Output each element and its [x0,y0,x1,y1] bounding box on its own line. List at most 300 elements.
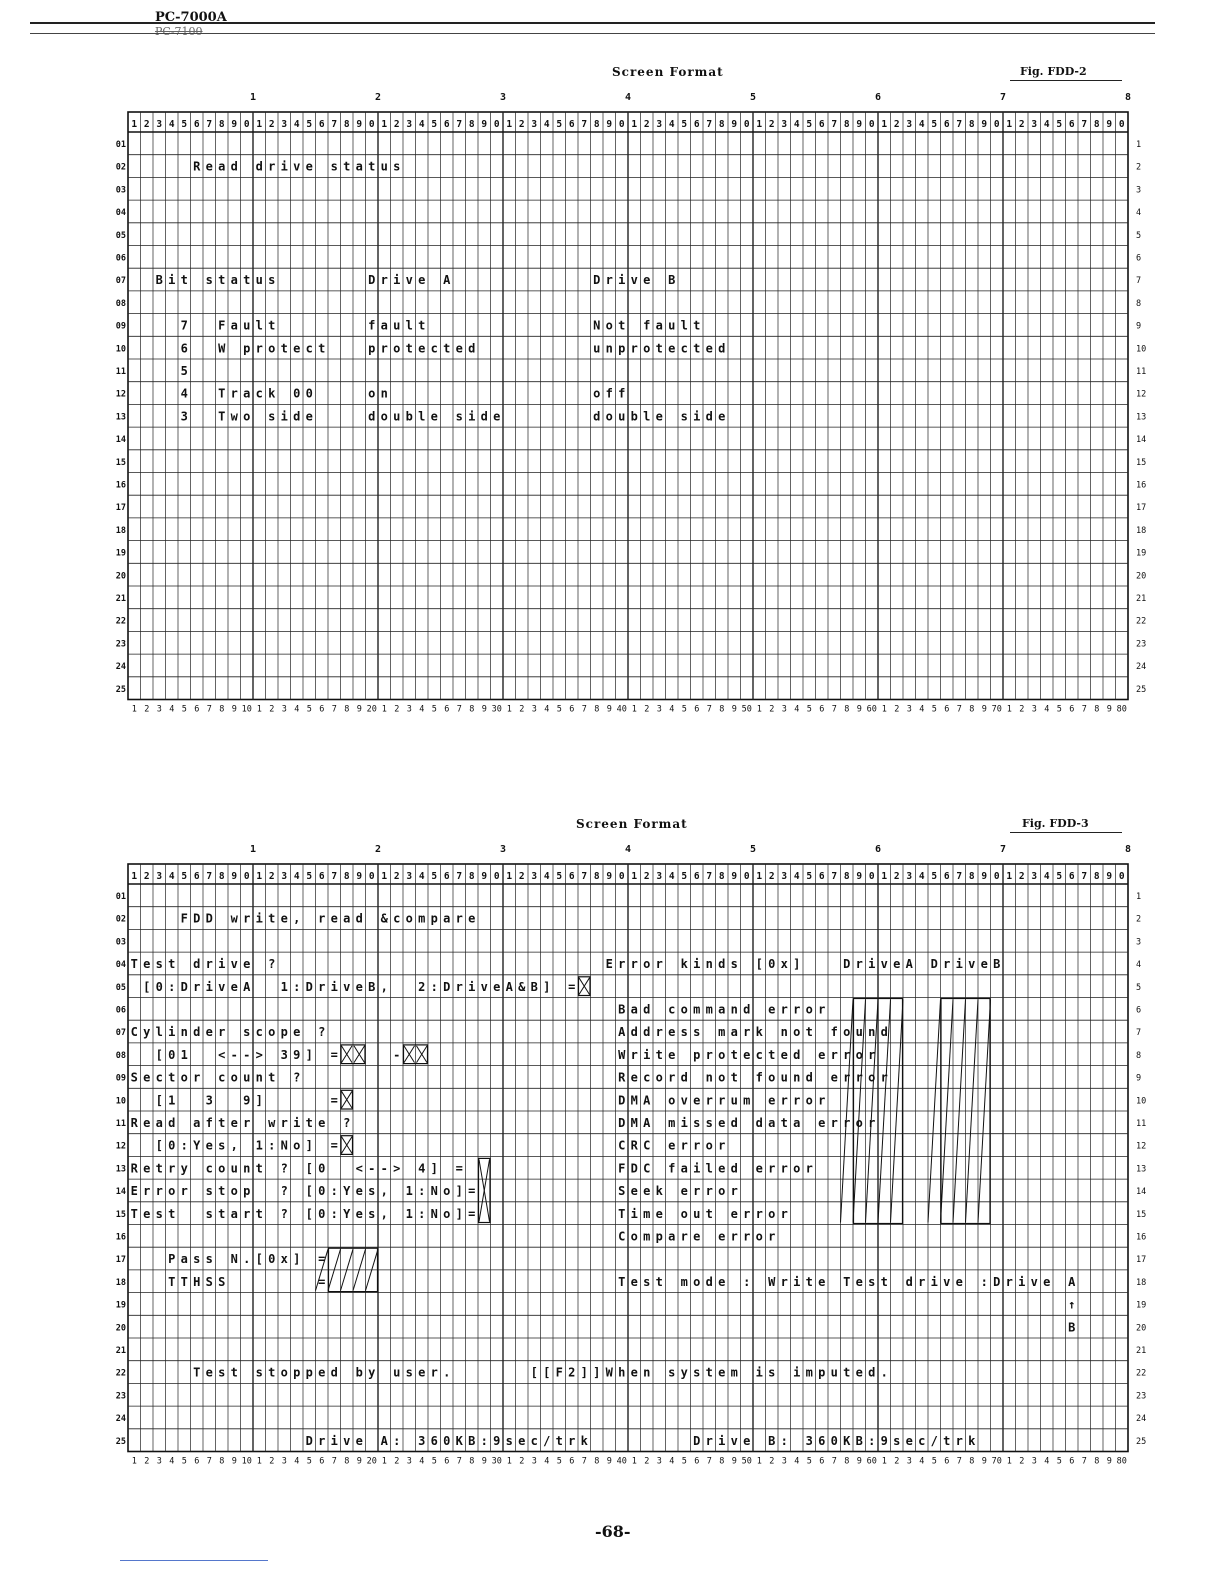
layout-entry [281,1207,288,1221]
bottom-column-digit: 80 [1116,1456,1127,1467]
layout-char: = [568,979,576,994]
column-digit: 3 [906,119,913,130]
bottom-column-digit: 6 [569,704,575,715]
column-tens-marker: 2 [374,844,382,855]
layout-char: y [680,1365,688,1380]
column-digit: 5 [181,119,188,130]
layout-char: y [180,1161,188,1176]
layout-entry [181,387,188,401]
column-digit: 9 [731,871,738,882]
layout-char: u [393,409,401,424]
layout-char: 2 [418,979,426,994]
layout-char: 0 [155,979,163,994]
layout-char: D [693,1433,701,1448]
layout-char: f [205,1116,213,1130]
layout-char: N [280,1138,288,1153]
column-digit: 0 [493,119,500,130]
layout-char: > [255,1047,263,1062]
layout-char: R [193,159,201,174]
layout-entry [831,1071,888,1085]
layout-entry [618,1093,651,1107]
layout-entry [331,1048,338,1062]
layout-char: : [480,1433,488,1448]
layout-char: r [730,1229,738,1244]
bottom-column-digit: 3 [406,704,412,715]
layout-char: r [755,1206,763,1221]
layout-char: f [368,318,376,333]
bottom-column-digit: 2 [269,704,275,715]
layout-entry [206,1207,263,1221]
layout-char: t [693,318,701,333]
layout-char: r [818,1093,826,1108]
row-number-left: 04 [115,208,126,219]
layout-char: 3 [280,1047,288,1062]
layout-char: e [630,1184,638,1199]
row-number-left: 05 [115,982,126,993]
layout-char: i [330,1433,338,1448]
layout-char: r [318,1433,326,1448]
bottom-column-digit: 5 [306,704,312,715]
bottom-column-digit: 3 [156,704,162,715]
layout-char: n [605,341,613,356]
layout-char: = [468,1206,476,1221]
layout-char: D [618,1093,626,1108]
layout-char: d [355,911,363,926]
layout-char: r [768,1229,776,1244]
layout-char: o [855,1116,863,1130]
row-number-right: 20 [1136,571,1147,582]
layout-char: v [968,957,976,972]
layout-char: D [930,957,938,972]
bottom-column-digit: 4 [1044,1456,1050,1467]
row-number-left: 10 [115,344,126,355]
column-digit: 4 [793,119,800,130]
layout-char: p [280,1025,288,1040]
column-tens-marker: 8 [1124,844,1132,855]
layout-char: f [830,1025,838,1040]
layout-char: v [680,1093,688,1108]
layout-char: t [768,1047,776,1062]
layout-char: r [693,1138,701,1153]
column-digit: 6 [818,119,825,130]
layout-char: e [205,1138,213,1153]
column-digit: 8 [343,119,350,130]
row-number-right: 23 [1136,639,1147,650]
layout-entry [468,1184,475,1198]
column-digit: 0 [243,119,250,130]
column-digit: 6 [1068,119,1075,130]
layout-char: t [243,273,251,288]
layout-entry [756,1161,813,1175]
layout-char: a [230,1206,238,1221]
column-digit: 0 [243,871,250,882]
bottom-column-digit: 7 [1081,1456,1087,1467]
bottom-column-digit: 9 [606,1456,612,1467]
layout-char: e [493,979,501,994]
layout-char: p [818,1365,826,1380]
layout-char: s [768,1365,776,1380]
layout-entry [156,1048,188,1062]
layout-char: o [868,1070,876,1085]
bottom-column-digit: 3 [781,1456,787,1467]
layout-char: d [630,1025,638,1040]
layout-char: c [680,341,688,356]
layout-char: d [755,1116,763,1130]
layout-entry [193,957,250,971]
layout-char: i [630,1206,638,1221]
layout-entry [331,1139,338,1153]
layout-char: D [368,273,376,288]
row-number-left: 10 [115,1096,126,1107]
column-digit: 4 [1043,871,1050,882]
layout-char: e [743,1047,751,1062]
layout-char: t [655,1274,663,1289]
column-digit: 5 [431,119,438,130]
layout-char: t [705,1365,713,1380]
layout-char: i [618,273,626,288]
layout-char: e [355,1433,363,1448]
row-number-right: 22 [1136,1368,1147,1379]
bottom-column-digit: 6 [319,704,325,715]
layout-char: s [218,1138,226,1153]
column-digit: 6 [443,119,450,130]
layout-char: o [655,1070,663,1085]
layout-char: d [480,409,488,424]
layout-char: u [243,1070,251,1085]
layout-char: o [405,911,413,926]
row-number-left: 17 [115,1255,126,1266]
bottom-column-digit: 9 [856,704,862,715]
layout-char: D [205,911,213,926]
layout-entry [731,1207,788,1221]
layout-char: ? [280,1206,288,1221]
layout-entry [206,1161,263,1175]
layout-entry [768,1003,825,1017]
layout-char: 7 [180,318,188,333]
layout-char: r [630,1047,638,1062]
layout-char: i [468,409,476,424]
column-digit: 9 [356,871,363,882]
layout-char: m [680,1274,688,1289]
column-digit: 4 [668,119,675,130]
layout-char: ? [280,1184,288,1199]
layout-char: o [643,957,651,972]
layout-char: v [1030,1274,1038,1289]
bottom-column-digit: 10 [241,704,252,715]
column-digit: 4 [293,871,300,882]
layout-char: n [643,1365,651,1380]
layout-char: s [643,1274,651,1289]
layout-char: m [805,1365,813,1380]
column-digit: 4 [543,119,550,130]
layout-grid-2 [0,832,1224,1492]
layout-char: t [218,273,226,288]
bottom-column-digit: 6 [694,1456,700,1467]
layout-char: s [330,159,338,174]
layout-char: e [455,341,463,356]
layout-char: < [218,1047,226,1062]
layout-char: e [743,1433,751,1448]
layout-char: e [418,341,426,356]
column-digit: 6 [193,119,200,130]
layout-char: : [330,1206,338,1221]
layout-char: r [843,1116,851,1130]
row-number-right: 1 [1136,892,1142,902]
row-number-left: 06 [115,1005,126,1016]
layout-char: r [805,1161,813,1176]
layout-char: s [155,1206,163,1221]
bottom-column-digit: 4 [294,704,300,715]
layout-char: p [243,341,251,356]
column-digit: 6 [818,871,825,882]
layout-char: p [618,341,626,356]
bottom-column-digit: 7 [831,1456,837,1467]
layout-char: n [793,1070,801,1085]
layout-entry [206,1093,213,1107]
column-digit: 6 [693,119,700,130]
layout-char: s [705,1116,713,1130]
layout-char: e [293,1025,301,1040]
layout-char: r [243,911,251,926]
layout-char: f [618,386,626,401]
layout-char: i [693,409,701,424]
layout-char: n [255,1070,263,1085]
column-digit: 1 [506,119,513,130]
layout-entry [156,273,188,287]
layout-entry [668,273,675,287]
layout-char: e [230,1116,238,1130]
row-number-left: 14 [115,435,126,446]
bottom-column-digit: 4 [1044,704,1050,715]
layout-char: s [730,957,738,972]
layout-char: r [380,341,388,356]
layout-char: d [368,409,376,424]
bottom-column-digit: 30 [491,704,502,715]
layout-char: r [680,1138,688,1153]
bottom-column-digit: 5 [681,1456,687,1467]
column-digit: 9 [1106,119,1113,130]
column-digit: 9 [606,119,613,130]
row-number-right: 15 [1136,1209,1147,1220]
layout-char: e [768,1002,776,1017]
layout-char: 9 [293,1047,301,1062]
column-digit: 3 [1031,871,1038,882]
layout-char: o [843,1025,851,1040]
layout-char: o [718,1047,726,1062]
layout-entry [668,1003,750,1017]
layout-char: n [180,1025,188,1040]
layout-entry [268,957,275,971]
layout-char: ] [255,1093,263,1108]
layout-char: a [343,911,351,926]
row-number-right: 5 [1136,982,1142,993]
row-number-left: 11 [115,367,126,377]
column-digit: 7 [331,871,338,882]
column-digit: 8 [343,871,350,882]
layout-entry [156,1139,238,1153]
layout-char: t [168,957,176,972]
bottom-column-digit: 7 [331,704,337,715]
layout-char: : [393,1433,401,1448]
row-number-left: 07 [115,1028,126,1039]
bottom-column-digit: 9 [356,1456,362,1467]
layout-char: E [605,957,613,972]
row-number-left: 15 [115,1209,126,1220]
column-digit: 8 [718,871,725,882]
row-number-right: 15 [1136,457,1147,468]
bottom-column-digit: 9 [731,704,737,715]
layout-char: y [368,1365,376,1380]
row-number-right: 20 [1136,1323,1147,1334]
layout-char: i [168,1025,176,1040]
layout-char: e [905,1433,913,1448]
bottom-column-digit: 1 [756,704,762,715]
row-number-right: 19 [1136,1300,1147,1311]
layout-entry [406,1184,463,1198]
column-digit: 9 [481,119,488,130]
layout-char: b [405,409,413,424]
layout-char: r [918,1274,926,1289]
bottom-column-digit: 8 [719,1456,725,1467]
bottom-column-digit: 8 [469,704,475,715]
layout-char: d [905,1274,913,1289]
layout-char: i [255,911,263,926]
layout-char: v [880,957,888,972]
layout-entry [331,1093,338,1107]
column-digit: 8 [968,871,975,882]
layout-char: r [430,1365,438,1380]
column-digit: 3 [781,119,788,130]
layout-char: t [218,1116,226,1130]
layout-char: T [618,1206,626,1221]
row-number-right: 17 [1136,1255,1147,1266]
bottom-column-digit: 1 [1006,1456,1012,1467]
row-number-right: 21 [1136,594,1147,604]
layout-char: K [455,1433,463,1448]
layout-char: o [768,1206,776,1221]
layout-char: u [393,318,401,333]
layout-char: d [730,1161,738,1176]
bottom-column-digit: 2 [894,704,900,715]
column-digit: 2 [393,871,400,882]
column-digit: 9 [981,871,988,882]
bottom-column-digit: 2 [519,704,525,715]
column-digit: 1 [1006,119,1013,130]
layout-entry [306,1434,363,1448]
layout-entry [618,1025,700,1039]
row-number-left: 08 [115,298,126,309]
layout-char: i [218,957,226,972]
layout-char: e [855,1274,863,1289]
layout-char: : [980,1274,988,1289]
bottom-column-digit: 5 [931,1456,937,1467]
bottom-column-digit: 1 [881,1456,887,1467]
layout-char: 0 [318,1184,326,1199]
bottom-column-digit: 8 [469,1456,475,1467]
column-digit: 3 [281,119,288,130]
layout-char: e [693,1229,701,1244]
layout-char: D [443,979,451,994]
layout-entry [218,319,275,333]
bottom-column-digit: 5 [431,704,437,715]
layout-entry [618,1184,664,1198]
bottom-column-digit: 2 [144,704,150,715]
layout-char: l [680,318,688,333]
bottom-column-digit: 7 [581,704,587,715]
header-model: PC-7000A [155,10,227,25]
layout-char: e [330,911,338,926]
column-digit: 1 [631,119,638,130]
layout-char: F [618,1161,626,1176]
layout-char: w [230,409,238,424]
layout-char: w [230,911,238,926]
layout-char: r [943,957,951,972]
layout-char: A [643,1093,651,1108]
layout-char: s [218,1365,226,1380]
layout-char: e [668,1025,676,1040]
column-digit: 3 [156,871,163,882]
column-digit: 0 [743,871,750,882]
column-digit: 1 [131,871,138,882]
layout-char: . [243,1252,251,1267]
bottom-column-digit: 4 [544,704,550,715]
bottom-column-digit: 6 [819,704,825,715]
layout-char: o [443,1206,451,1221]
layout-char: o [668,1093,676,1108]
bottom-column-digit: 3 [406,1456,412,1467]
layout-char: u [618,409,626,424]
layout-char: a [443,911,451,926]
layout-char: w [268,1116,276,1130]
layout-char: d [718,957,726,972]
layout-char: r [255,341,263,356]
column-digit: 7 [456,871,463,882]
layout-char: r [193,1070,201,1085]
layout-char: i [680,1116,688,1130]
row-number-right: 10 [1136,344,1147,355]
bottom-column-digit: 2 [644,704,650,715]
form-title: Screen Format [576,817,688,831]
layout-char: e [643,1184,651,1199]
layout-char: T [130,1206,138,1221]
column-tens-marker: 5 [749,844,757,855]
bottom-column-digit: 3 [1031,704,1037,715]
column-digit: 5 [556,871,563,882]
layout-entry [718,1025,764,1039]
layout-char: r [243,1116,251,1130]
layout-char: r [168,1161,176,1176]
layout-char: n [380,386,388,401]
column-digit: 8 [843,119,850,130]
layout-char: t [418,318,426,333]
layout-char: e [818,1116,826,1130]
layout-char: e [630,1274,638,1289]
bottom-column-digit: 5 [181,704,187,715]
layout-char: d [293,409,301,424]
layout-char: t [943,1433,951,1448]
column-digit: 2 [1018,871,1025,882]
layout-char: Y [343,1184,351,1199]
row-number-left: 22 [115,616,126,627]
layout-char: a [793,1116,801,1130]
layout-char: , [380,979,388,994]
row-number-right: 12 [1136,1141,1147,1152]
layout-char: r [718,1093,726,1108]
layout-char: a [243,386,251,401]
layout-char: - [368,1161,376,1176]
bottom-column-digit: 60 [866,1456,877,1467]
layout-entry [781,1025,813,1039]
